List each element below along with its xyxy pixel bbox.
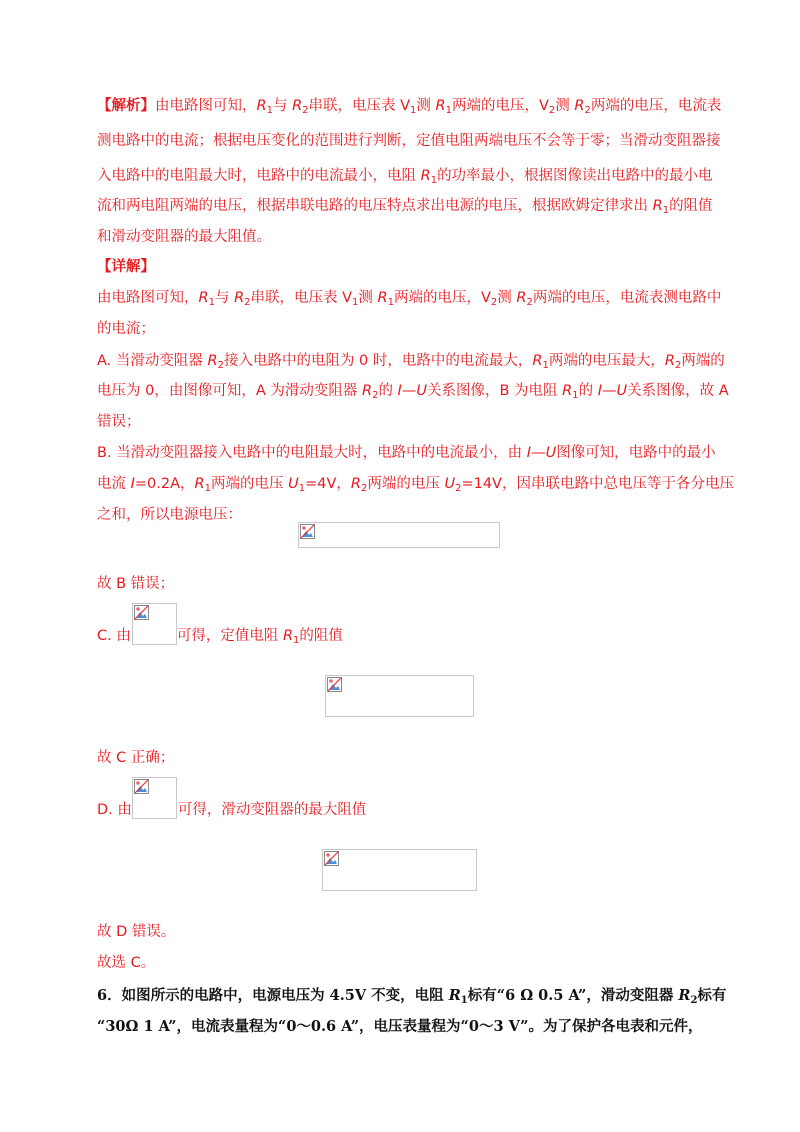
option-a-line-2: 电压为 0，由图像可知，A 为滑动变阻器 $R_2$的 I—U关系图像，B 为电阻 $R_1$的 I—U关系图像，故 A bbox=[97, 383, 729, 401]
option-c-conclusion: 故 C 正确； bbox=[97, 750, 175, 766]
option-b-line-3: 之和，所以电源电压： bbox=[97, 507, 242, 523]
analysis-tag: 【解析】 bbox=[97, 98, 155, 114]
analysis-line-4: 流和两电阻两端的电压，根据串联电路的电压特点求出电源的电压，根据欧姆定律求出 $R_1$的阻值 bbox=[97, 198, 713, 216]
option-a-line-1: A. 当滑动变阻器 $R_2$接入电路中的电阻为 0 时，电路中的电流最大，$R_1$两端的电压最大，$R_2$两端的 bbox=[97, 353, 725, 371]
analysis-line-2: 测电路中的电流；根据电压变化的范围进行判断，定值电阻两端电压不会等于零；当滑动变阻器接 bbox=[97, 133, 721, 149]
detail-line-1: 由电路图可知，$R_1$与 $R_2$串联，电压表 $V_1$测 $R_1$两端的电压，$V_2$测 $R_2$两端的电压，电流表测电路中 bbox=[97, 290, 722, 308]
option-a-line-3: 错误； bbox=[97, 414, 141, 430]
option-d-line-1: D. 由 可得，滑动变阻器的最大阻值 bbox=[97, 802, 367, 818]
broken-image-icon bbox=[300, 524, 315, 539]
broken-image-icon bbox=[134, 605, 149, 620]
answer-line: 故选 C。 bbox=[97, 955, 156, 971]
analysis-line-5: 和滑动变阻器的最大阻值。 bbox=[97, 229, 271, 245]
question-6-line-2: “30Ω 1 A”，电流表量程为“0～0.6 A”，电压表量程为“0～3 V”。为了保护各电表和元件， bbox=[97, 1018, 703, 1035]
broken-image-icon bbox=[134, 779, 149, 794]
option-b-line-1: B. 当滑动变阻器接入电路中的电阻最大时，电路中的电流最小，由 I—U图像可知，电路中的最小 bbox=[97, 445, 716, 461]
option-d-conclusion: 故 D 错误。 bbox=[97, 924, 176, 940]
broken-image-icon bbox=[327, 677, 342, 692]
broken-image-placeholder bbox=[322, 849, 477, 891]
broken-image-placeholder bbox=[298, 522, 500, 548]
detail-line-2: 的电流； bbox=[97, 321, 155, 337]
detail-tag: 【详解】 bbox=[97, 259, 155, 275]
option-b-conclusion: 故 B 错误； bbox=[97, 576, 175, 592]
question-6-line-1: 6．如图所示的电路中，电源电压为 4.5V 不变，电阻 $R_1$标有“6 Ω 0.5 A”，滑动变阻器 $R_2$标有 bbox=[97, 987, 727, 1006]
analysis-line-1: 【解析】由电路图可知，$R_1$与 $R_2$串联，电压表 $V_1$测 $R_1$两端的电压，$V_2$测 $R_2$两端的电压，电流表 bbox=[97, 98, 722, 116]
option-b-line-2: 电流 I=0.2A，$R_1$两端的电压 $U_1=4V$，$R_2$两端的电压 $U_2=14V$，因串联电路中总电压等于各分电压 bbox=[97, 476, 734, 494]
option-c-line-1: C. 由 可得，定值电阻 $R_1$的阻值 bbox=[97, 628, 343, 646]
broken-image-icon bbox=[324, 851, 339, 866]
broken-image-placeholder bbox=[325, 675, 474, 717]
analysis-line-3: 入电路中的电阻最大时，电路中的电流最小，电阻 $R_1$的功率最小，根据图像读出电路中的最小电 bbox=[97, 168, 713, 186]
